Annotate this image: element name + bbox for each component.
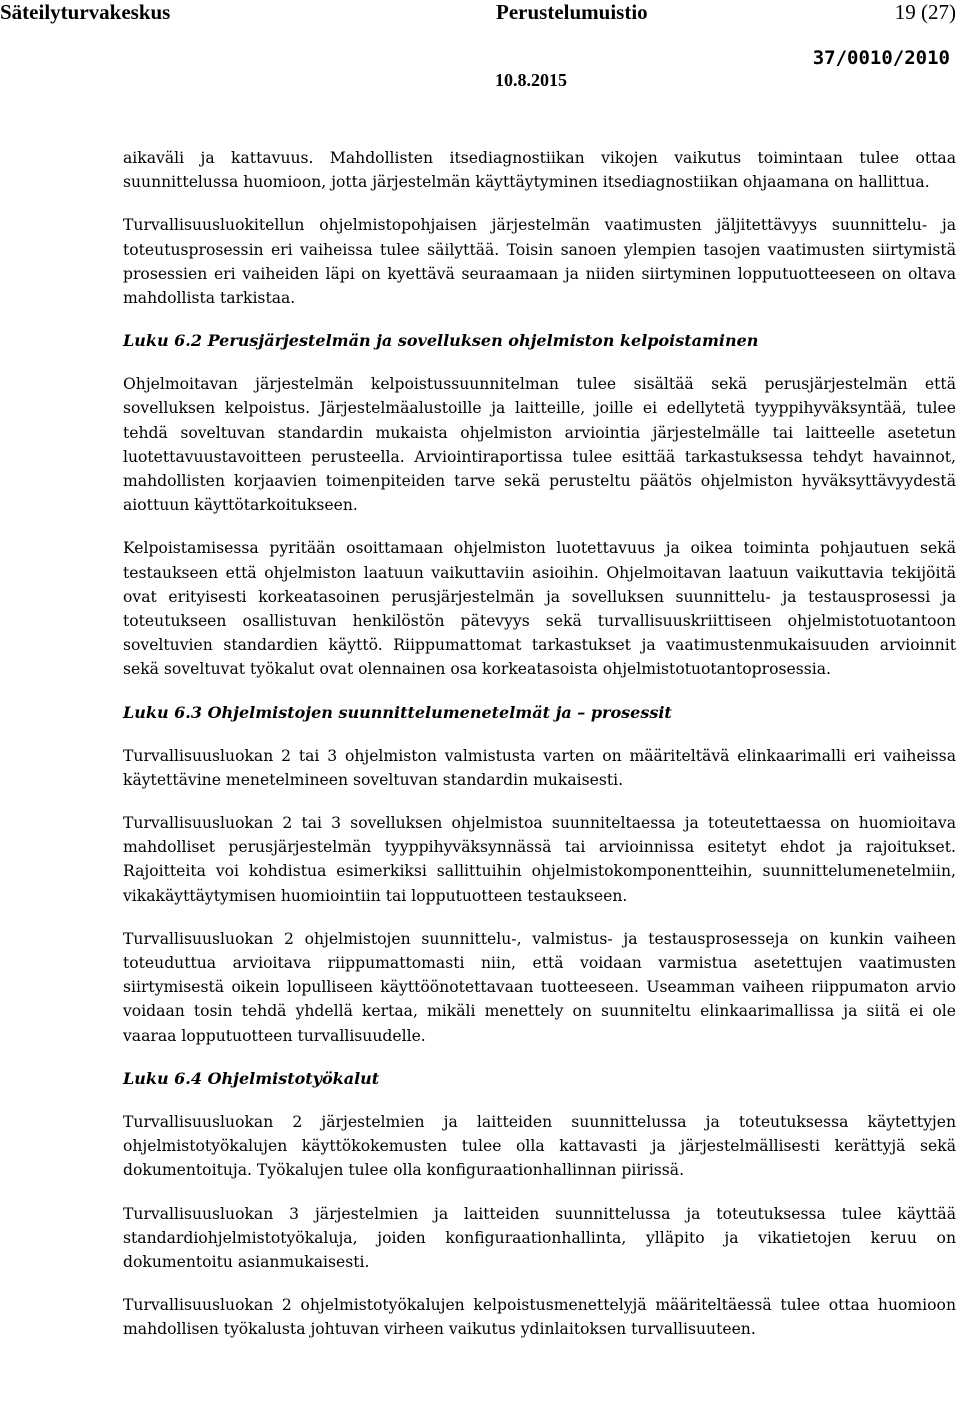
page-header: [0, 0, 960, 100]
paragraph: Turvallisuusluokan 2 tai 3 sovelluksen ohjelmistoa suunniteltaessa ja toteutettaessa on huomioitava mahdolliset perusjärjestelmän tyyppihyväksynnässä tai arvioinnissa esitetyt ehdot ja rajoitukset. Rajoitteita voi kohdistua esimerkiksi sallittuihin ohjelmistokomponentteihin, suunnittelumenetelmiin, vikakäyttäytymisen huomiointiin tai lopputuotteen testaukseen.: [123, 814, 956, 905]
paragraph: Turvallisuusluokan 2 järjestelmien ja laitteiden suunnittelussa ja toteutuksessa käytettyjen ohjelmistotyökalujen käyttökokemusten tulee olla kattavasti ja järjestelmällisesti kerättyjä sekä dokumentoituja. Työkalujen tulee olla konfiguraationhallinnan piirissä.: [123, 1112, 956, 1180]
paragraph: Kelpoistamisessa pyritään osoittamaan ohjelmiston luotettavuus ja oikea toiminta pohjautuen sekä testaukseen että ohjelmiston laatuun vaikuttaviin asioihin. Ohjelmoitavan laatuun vaikuttavia tekijöitä ovat erityisesti korkeatasoinen perusjärjestelmän ja sovelluksen suunnittelu- ja testausprosessi ja toteutukseen osallistuvan henkilöstön pätevyys sekä turvallisuuskriittiseen ohjelmistotuotantoon soveltuvien standardien käyttö. Riippumattomat tarkastukset ja vaatimustenmukaisuuden arvioinnit sekä soveltuvat työkalut ovat olennainen osa korkeatasoista ohjelmistotuotantoprosessia.: [123, 539, 956, 679]
section-heading: Luku 6.4 Ohjelmistotyökalut: [123, 1068, 380, 1088]
page-number: 19 (27): [894, 0, 956, 24]
paragraph: Ohjelmoitavan järjestelmän kelpoistussuunnitelman tulee sisältää sekä perusjärjestelmän että sovelluksen kelpoistus. Järjestelmäalustoille ja laitteille, joille ei edellytetä tyyppihyväksyntää, tulee tehdä soveltuvan standardin mukaista ohjelmiston arviointia järjestelmälle tai laitteelle asetetun luotettavuustavoitteen perusteella. Arviointiraportissa tulee esittää tarkastuksessa tehdyt havainnot, mahdollisten korjaavien toimenpiteiden tarve sekä perusteltu päätös ohjelmiston hyväksyttävyydestä aiottuun käyttötarkoitukseen.: [123, 375, 956, 515]
paragraph: Turvallisuusluokitellun ohjelmistopohjaisen järjestelmän vaatimusten jäljitettävyys suunnittelu- ja toteutusprosessin eri vaiheissa tulee säilyttää. Toisin sanoen ylempien tasojen vaatimusten siirtymistä prosessien eri vaiheiden läpi on kyettävä seuraamaan ja niiden siirtyminen lopputuotteeseen on oltava mahdollista tarkistaa.: [123, 216, 956, 308]
paragraph: Turvallisuusluokan 3 järjestelmien ja laitteiden suunnittelussa ja toteutuksessa tulee käyttää standardiohjelmistotyökaluja, joiden konfiguraationhallinta, ylläpito ja vikatietojen keruu on dokumentoitu asianmukaisesti.: [123, 1204, 956, 1271]
paragraph: Turvallisuusluokan 2 tai 3 ohjelmiston valmistusta varten on määriteltävä elinkaarimalli eri vaiheissa käytettävine menetelmineen soveltuvan standardin mukaisesti.: [123, 746, 956, 789]
paragraph: Turvallisuusluokan 2 ohjelmistojen suunnittelu-, valmistus- ja testausprosesseja on kunkin vaiheen toteuduttua arvioitava riippumattomasti niin, että voidaan varmistua asetettujen vaatimusten siirtymisestä oikein lopulliseen käyttöönotettavaan tuotteeseen. Useamman vaiheen riippumaton arvio voidaan tosin tehdä yhdellä kertaa, mikäli menettely on suunniteltu elinkaarimallissa ja siitä ei ole vaaraa lopputuotteen turvallisuudelle.: [123, 929, 956, 1045]
document-type: Perustelumuistio: [496, 0, 648, 24]
section-heading: Luku 6.3 Ohjelmistojen suunnittelumenetelmät ja – prosessit: [123, 702, 672, 722]
organization-name: Säteilyturvakeskus: [0, 0, 171, 24]
document-number: 37/0010/2010: [812, 47, 950, 69]
paragraph: Turvallisuusluokan 2 ohjelmistotyökalujen kelpoistusmenettelyjä määriteltäessä tulee ottaa huomioon mahdollisen työkalusta johtuvan virheen vaikutus ydinlaitoksen turvallisuuteen.: [123, 1296, 956, 1339]
section-heading: Luku 6.2 Perusjärjestelmän ja sovelluksen ohjelmiston kelpoistaminen: [123, 331, 759, 351]
document-date: 10.8.2015: [495, 70, 567, 90]
paragraph: aikaväli ja kattavuus. Mahdollisten itsediagnostiikan vikojen vaikutus toimintaan tulee ottaa suunnittelussa huomioon, jotta järjestelmän käyttäytyminen itsediagnostiikan ohjaamana on hallittua.: [123, 149, 956, 192]
document-body: [123, 146, 956, 1361]
